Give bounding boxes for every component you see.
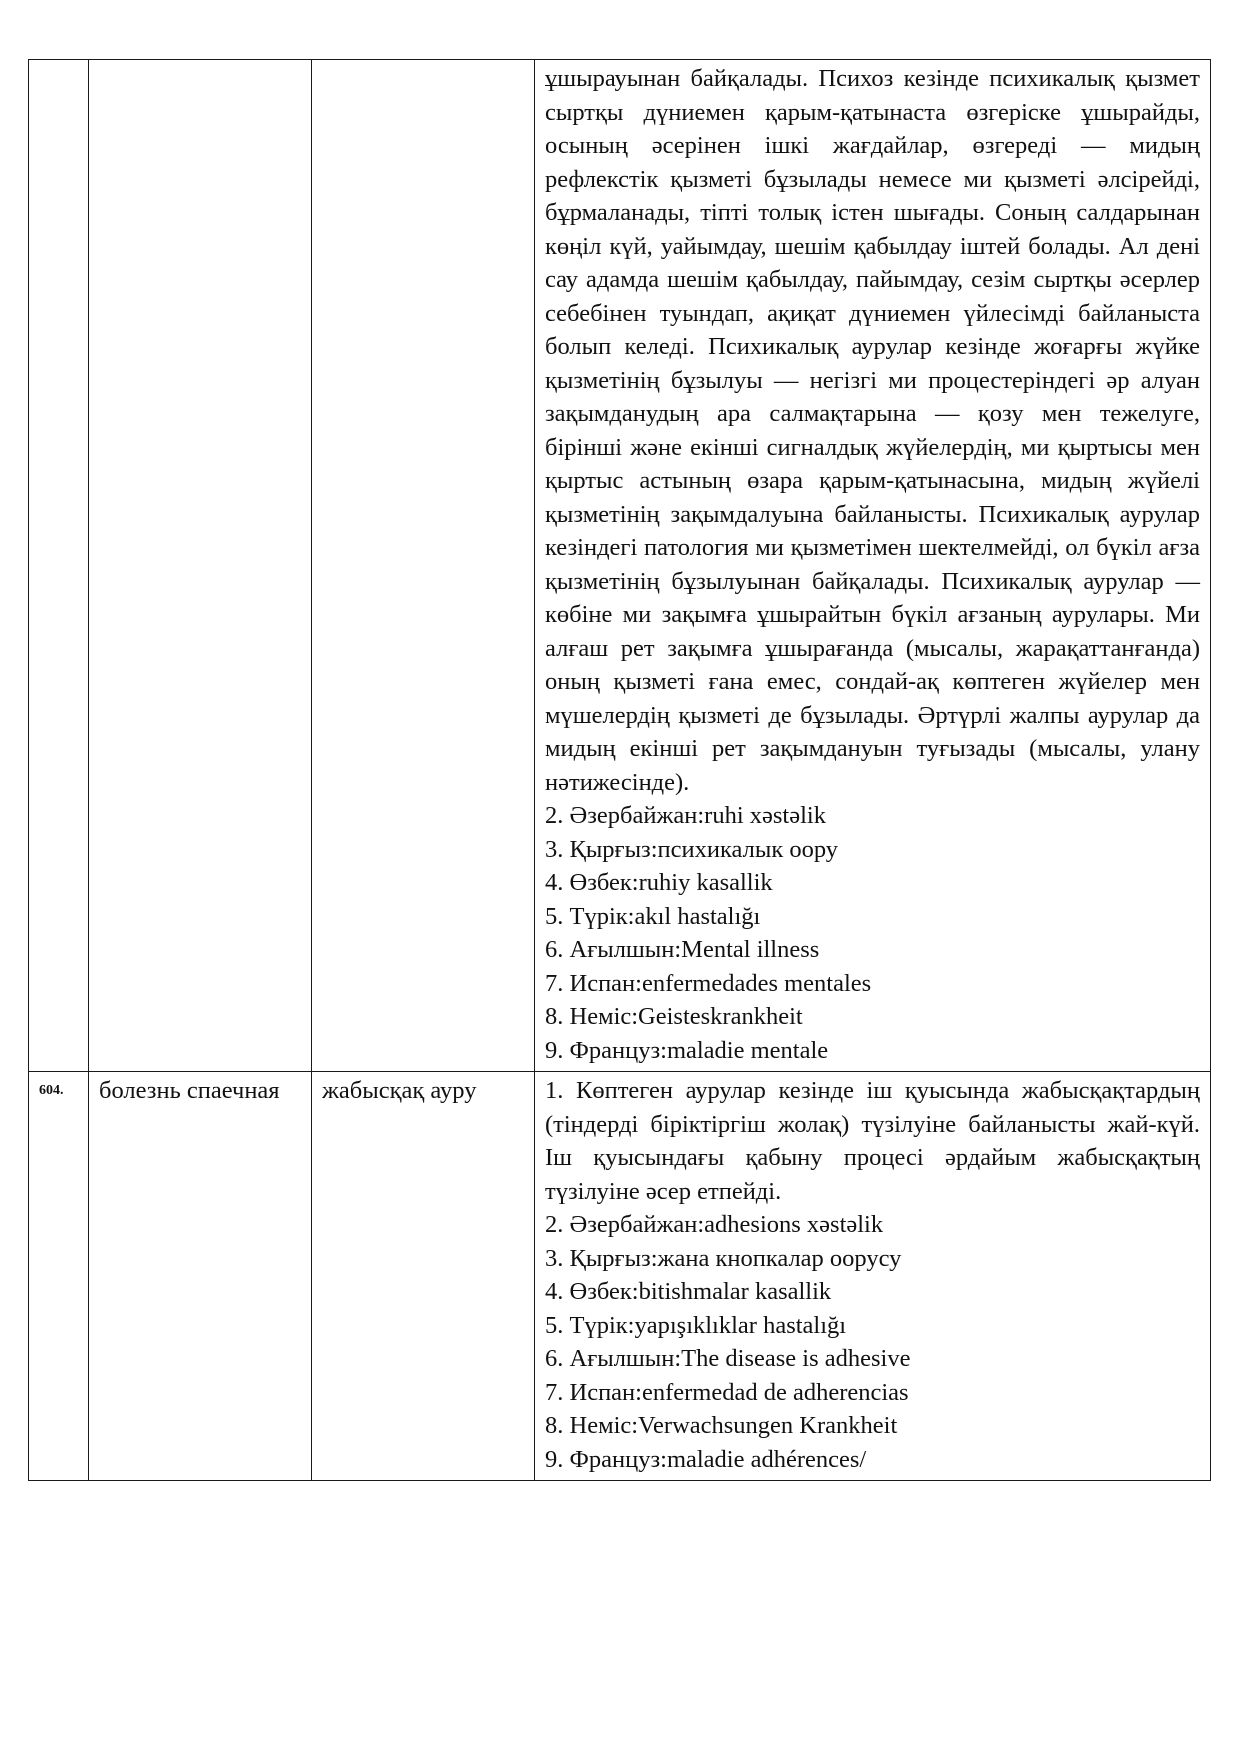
translation-line: 5. Түрік:akıl hastalığı	[545, 902, 761, 930]
entry-number: 604.	[29, 1072, 89, 1481]
russian-term	[89, 60, 312, 1072]
table-row	[29, 60, 1211, 1072]
kazakh-term: жабысқақ ауру	[312, 1072, 535, 1481]
translation-line: 6. Ағылшын:The disease is adhesive	[545, 1345, 911, 1372]
entry-number	[29, 60, 89, 1072]
translation-line: 7. Испан:enfermedades mentales	[545, 969, 872, 997]
translation-line: 2. Әзербайжан:adhesions xəstəlik	[545, 1211, 884, 1238]
definition-cell	[535, 60, 1211, 1072]
translation-line: 3. Қырғыз:жана кнопкалар оорусу	[545, 1244, 902, 1272]
russian-term: болезнь спаечная	[89, 1072, 312, 1481]
translation-line: 3. Қырғыз:психикалык оору	[545, 835, 839, 863]
translation-line: 9. Француз:maladie adhérences/	[545, 1445, 867, 1473]
kazakh-term	[312, 60, 535, 1072]
translation-line: 6. Ағылшын:Mental illness	[545, 936, 820, 963]
translation-line: 8. Неміс:Geisteskrankheit	[545, 1003, 803, 1030]
translation-line: 7. Испан:enfermedad de adherencias	[545, 1378, 909, 1406]
translation-line: 8. Неміс:Verwachsungen Krankheit	[545, 1412, 898, 1439]
table-row	[29, 1072, 1211, 1481]
definition-text: ұшырауынан байқалады. Психоз кезінде психикалық қызмет сыртқы дүниемен қарым-қатынаста өзгеріске ұшырайды, осының әсерінен ішкі жағдайлар, өзгереді — мидың рефлекстік қызметі бұзылады немесе ми қызметі әлсірейді, бұрмаланады, тіпті толық істен шығады. Соның салдарынан көңіл күй, уайымдау, шешім қабылдау іштей болады. Ал дені сау адамда шешім қабылдау, пайымдау, сезім сыртқы әсерлер себебінен туындап, ақиқат дүниемен үйлесімді байланыста болып келеді. Психикалық аурулар кезінде жоғарғы жүйке қызметінің бұзылуы — негізгі ми процестеріндегі әр алуан зақымданудың ара салмақтарына — қозу мен тежелуге, бірінші және екінші сигналдық жүйелердің, ми қыртысы мен қыртыс астының өзара қарым-қатынасына, мидың жүйелі қызметінің зақымдалуына байланысты. Психикалық аурулар кезіндегі патология ми қызметімен шектелмейді, ол бүкіл ағза қызметінің бұзылуынан байқалады. Психикалық аурулар — көбіне ми зақымға ұшырайтын бүкіл ағзаның аурулары. Ми алғаш рет зақымға ұшырағанда (мысалы, жарақаттанғанда) оның қызметі ғана емес, сондай-ақ көптеген жүйелер мен мүшелердің қызметі де бұзылады. Әртүрлі жалпы аурулар да мидың екінші рет зақымдануын туғызады (мысалы, улану нәтижесінде).	[545, 65, 1200, 796]
translation-line: 2. Әзербайжан:ruhi xəstəlik	[545, 802, 826, 829]
definition-text: 1. Көптеген аурулар кезінде іш қуысында жабысқақтардың (тіндерді біріктіргіш жолақ) түзілуіне байланысты жай-күй. Іш қуысындағы қабыну процесі әрдайым жабысқақтың түзілуіне әсер етпейді.	[545, 1077, 1200, 1205]
translation-line: 9. Француз:maladie mentale	[545, 1036, 829, 1064]
glossary-table	[28, 59, 1211, 1481]
translation-line: 4. Өзбек:bitishmalar kasallik	[545, 1278, 832, 1305]
definition-cell	[535, 1072, 1211, 1481]
translation-line: 4. Өзбек:ruhiy kasallik	[545, 869, 773, 896]
translation-line: 5. Түрік:yapışıklıklar hastalığı	[545, 1311, 847, 1339]
